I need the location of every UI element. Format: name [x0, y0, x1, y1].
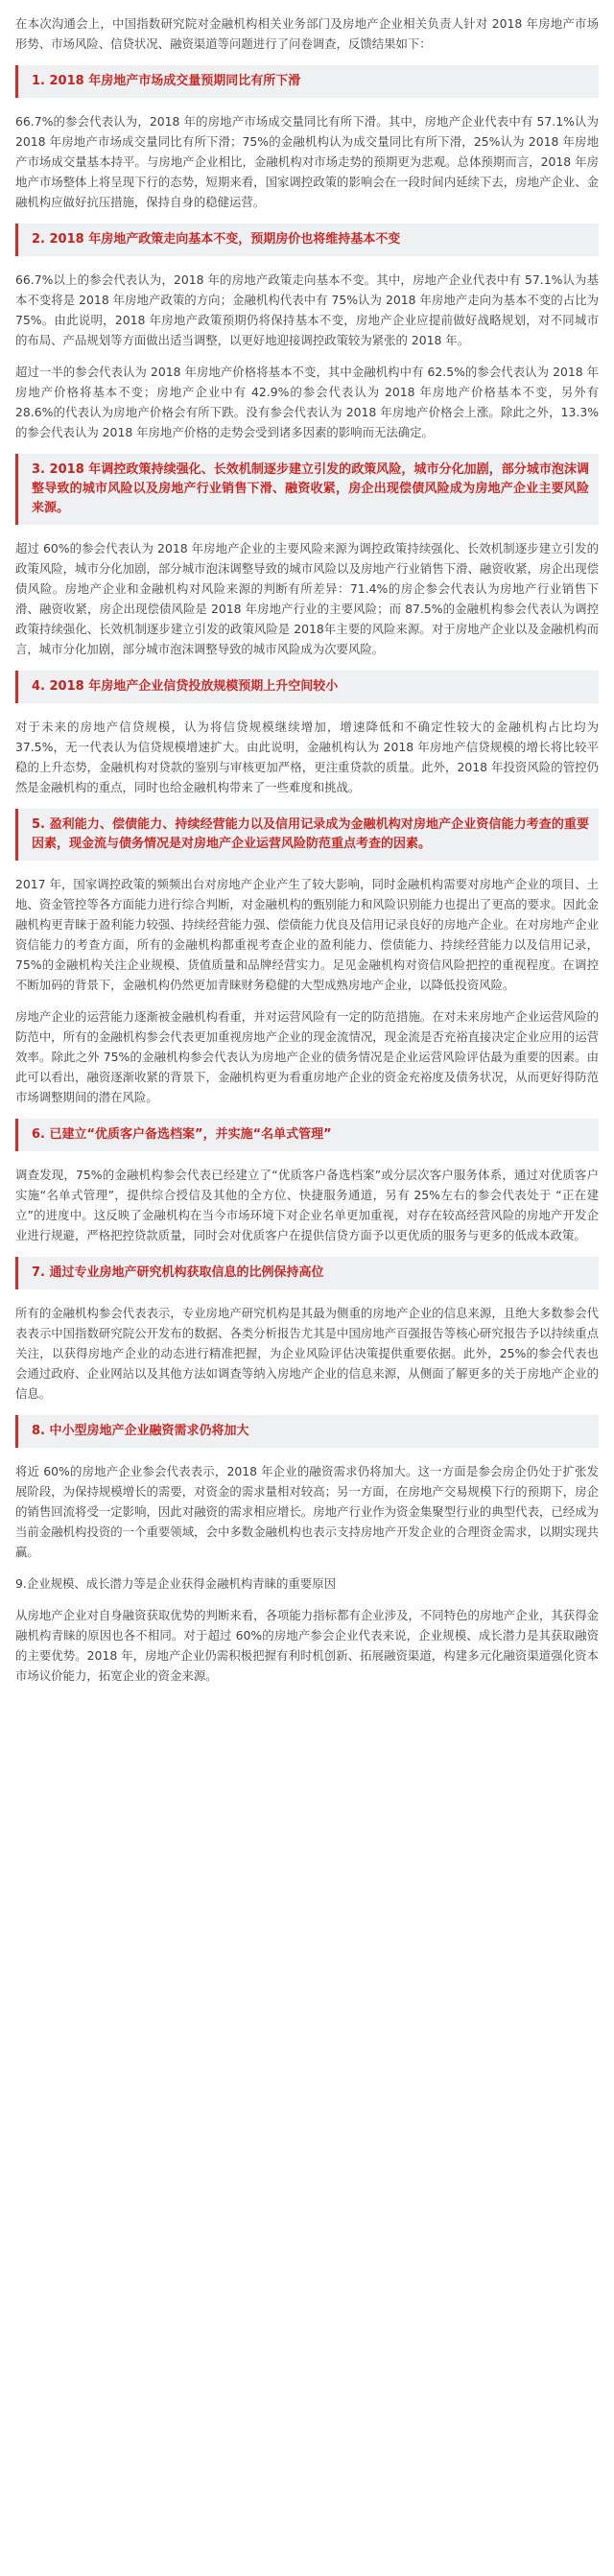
section-8-paragraph-1: 将近 60%的房地产企业参会代表表示，2018 年企业的融资需求仍将加大。这一方面是参会房企仍处于扩张发展阶段，为保持规模增长的需要，对资金的需求量相对较高；另一方面，在房地产交易规模下行的预期下，房企的销售回流将受一定影响，因此对融资的需求相应增长。房地产行业作为资金集聚型行业的典型代表，已经成为当前金融机构投资的一个重要领域，会中多数金融机构也表示支持房地产开发企业的合理资金需求，以期实现共赢。	[15, 1464, 599, 1559]
section-6-paragraph-1: 调查发现，75%的金融机构参会代表已经建立了“优质客户备选档案”或分层次客户服务体系，通过对优质客户实施“名单式管理”，提供综合授信及其他的全方位、快捷服务通道，另有 25%左右的参会代表处于 “正在建立”的进度中。这反映了金融机构在当今市场环境下对企业名单更加重视，对存在较高经营风险的房地产开发企业进行规避，严格把控贷款质量，同时会对优质客户在提供信贷方面予以更优质的服务与更多的低成本政策。	[15, 1168, 599, 1242]
section-5-paragraph-2: 房地产企业的运营能力逐渐被金融机构看重，并对运营风险有一定的防范措施。在对未来房地产企业运营风险的防范中，所有的金融机构参会代表更加重视房地产企业的现金流情况，现金流是否充裕直接决定企业应用的运营效率。除此之外 75%的金融机构参会代表认为房地产企业的债务情况是企业运营风险评估最为重要的因素。由此可以看出，融资逐渐收紧的背景下，金融机构更为看重房地产企业的资金充裕度及债务状况，从而更好得防范市场调整期间的潜在风险。	[15, 1009, 599, 1104]
section-2-paragraph-1: 66.7%以上的参会代表认为，2018 年的房地产政策走向基本不变。其中，房地产企业代表中有 57.1%认为基本不变将是 2018 年房地产政策的方向；金融机构代表中有 75%认为 2018 年房地产走向为基本不变的占比为 75%。由此说明，2018 年房地产政策预期仍将保持基本不变，房地产企业应提前做好战略规划，对不同城市的布局、产品规划等方面做出适当调整，以更好地迎接调控政策较为紧张的 2018 年。	[15, 272, 599, 347]
section-heading-5: 5. 盈利能力、偿债能力、持续经营能力以及信用记录成为金融机构对房地产企业资信能力考查的重要因素，现金流与债务情况是对房地产企业运营风险防范重点考查的因素。	[15, 809, 599, 861]
section-heading-8: 8. 中小型房地产企业融资需求仍将加大	[15, 1415, 599, 1448]
section-5-paragraph-1: 2017 年，国家调控政策的频频出台对房地产企业产生了较大影响，同时金融机构需要对房地产企业的项目、土地、资金管控等各方面能力进行综合判断，对金融机构的甄别能力和风险识别能力也提出了更高的要求。因此金融机构更青睐于盈利能力较强、持续经营能力强、偿债能力优良及信用记录良好的房地产企业。在对房地产企业资信能力的考查方面，所有的金融机构都重视考查企业的盈利能力、偿债能力、持续经营能力以及信用记录，75%的金融机构关注企业规模、货值质量和品牌经营实力。足见金融机构对资信风险把控的重视程度。在调控不断加码的背景下，金融机构仍然更加青睐财务稳健的大型成熟房地产企业，以降低投资风险。	[15, 877, 599, 992]
section-9-paragraph-1: 从房地产企业对自身融资获取优势的判断来看，各项能力指标都有企业涉及，不同特色的房地产企业，其获得金融机构青睐的原因也各不相同。对于超过 60%的房地产参会企业代表来说，企业规模、成长潜力是其获取融资的主要优势。2018 年，房地产企业仍需积极把握有利时机创新、拓展融资渠道，构建多元化融资渠道强化资本市场议价能力，拓宽企业的资金来源。	[15, 1608, 599, 1683]
section-heading-7: 7. 通过专业房地产研究机构获取信息的比例保持高位	[15, 1257, 599, 1289]
section-7-paragraph-1: 所有的金融机构参会代表表示，专业房地产研究机构是其最为侧重的房地产企业的信息来源，且绝大多数参会代表表示中国指数研究院公开发布的数据、各类分析报告尤其是中国房地产百强报告等核心研究报告予以持续重点关注，以获得房地产企业的动态进行精准把握，为企业风险评估决策提供重要依据。此外，25%的参会代表也会通过政府、企业网站以及其他方法如调查等纳入房地产企业的信息来源，从侧面了解更多的关于房地产企业的信息。	[15, 1306, 599, 1401]
section-4-paragraph-1: 对于未来的房地产信贷规模，认为将信贷规模继续增加，增速降低和不确定性较大的金融机构占比均为 37.5%，无一代表认为信贷规模增速扩大。由此说明，金融机构认为 2018 年房地产信贷规模的增长将比较平稳的上升态势，金融机构对贷款的鉴别与审核更加严格，更注重贷款的质量。此外，2018 年投资风险的管控仍然是金融机构的重点，同时也给金融机构带来了一些难度和挑战。	[15, 720, 599, 794]
section-heading-6: 6. 已建立“优质客户备选档案”，并实施“名单式管理”	[15, 1119, 599, 1151]
intro-paragraph: 在本次沟通会上，中国指数研究院对金融机构相关业务部门及房地产企业相关负责人针对 2018 年房地产市场形势、市场风险、信贷状况、融资渠道等问题进行了问卷调查，反馈结果如下：	[15, 16, 599, 51]
section-1-paragraph-1: 66.7%的参会代表认为，2018 年的房地产市场成交量同比有所下滑。其中，房地产企业代表中有 57.1%认为 2018 年房地产市场成交量同比有所下滑；75%的金融机构认为成交量同比有所下滑，25%认为 2018 年房地产市场成交量基本持平。与房地产企业相比，金融机构对市场走势的预期更为悲观。总体预期而言，2018 年房地产市场整体上将呈现下行的态势，短期来看，国家调控政策的影响会在一段时间内延续下去，房地产企业、金融机构应做好抗压措施，保持自身的稳健运营。	[15, 114, 599, 209]
section-heading-4: 4. 2018 年房地产企业信贷投放规模预期上升空间较小	[15, 671, 599, 703]
section-2-paragraph-2: 超过一半的参会代表认为 2018 年房地产价格将基本不变，其中金融机构中有 62.5%的参会代表认为 2018 年房地产价格将基本不变；房地产企业中有 42.9%的参会代表认为 2018 年房地产价格基本不变，另外有 28.6%的代表认为房地产价格会有所下跌。没有参会代表认为 2018 年房地产价格会上涨。除此之外，13.3%的参会代表认为 2018 年房地产价格的走势会受到诸多因素的影响而无法确定。	[15, 365, 599, 439]
section-3-paragraph-1: 超过 60%的参会代表认为 2018 年房地产企业的主要风险来源为调控政策持续强化、长效机制逐步建立引发的政策风险，城市分化加剧，部分城市泡沫调整导致的城市风险以及房地产行业销售下滑、融资收紧，房企出现偿债风险。房地产企业和金融机构对风险来源的判断有所差异：71.4%的房企参会代表认为房地产行业销售下滑、融资收紧，房企出现偿债风险是 2018 年房地产行业的主要风险；而 87.5%的金融机构参会代表认为调控政策持续强化、长效机制逐步建立引发的政策风险是 2018年主要的风险来源。对于房地产企业以及金融机构而言，城市分化加剧，部分城市泡沫调整导致的城市风险成为次要风险。	[15, 541, 599, 656]
section-heading-3: 3. 2018 年调控政策持续强化、长效机制逐步建立引发的政策风险，城市分化加剧，部分城市泡沫调整导致的城市风险以及房地产行业销售下滑、融资收紧，房企出现偿债风险成为房地产企业主要风险来源。	[15, 454, 599, 525]
section-heading-1: 1. 2018 年房地产市场成交量预期同比有所下滑	[15, 65, 599, 98]
section-heading-2: 2. 2018 年房地产政策走向基本不变，预期房价也将维持基本不变	[15, 224, 599, 256]
section-heading-9: 9.企业规模、成长潜力等是企业获得金融机构青睐的重要原因	[15, 1576, 336, 1591]
